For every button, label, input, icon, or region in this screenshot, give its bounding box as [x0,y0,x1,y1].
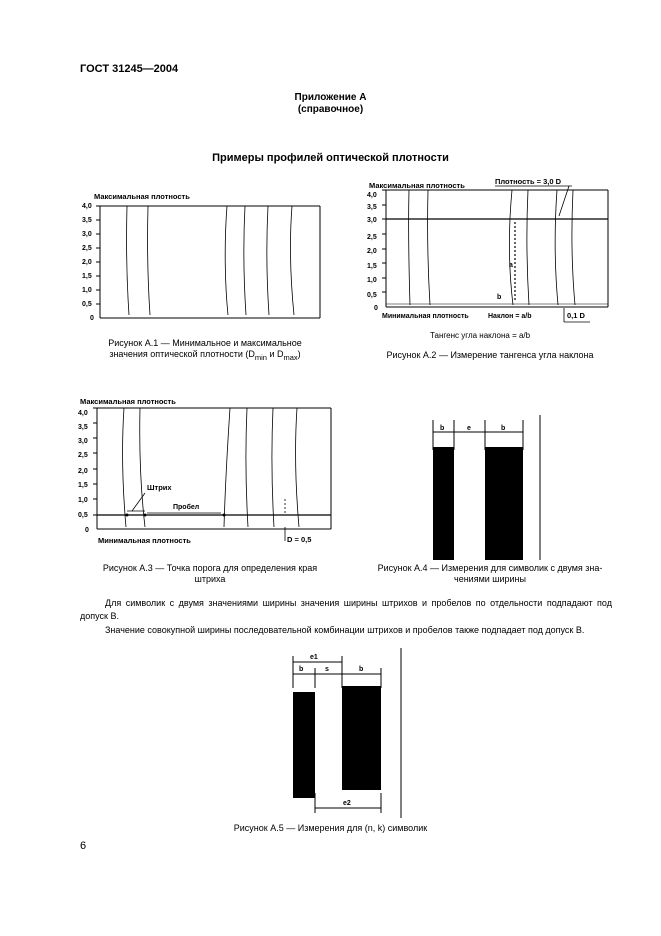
label-b1: b [299,666,304,673]
caption-sub-min: min [254,352,267,362]
appendix-subtitle: (справочное) [297,104,364,115]
tick-4-0: 4,0 [78,410,88,417]
density-profile [127,206,294,315]
y-tick-labels [82,203,94,322]
figure-a2-caption: Рисунок А.2 — Измерение тангенса угла наклона [386,350,594,360]
caption-line-2: штриха [194,574,226,584]
figure-a5 [285,648,405,818]
caption-line-2 [80,349,330,363]
label-s: s [325,666,329,673]
appendix-heading [0,92,661,116]
section-title: Примеры профилей оптической плотности [212,152,449,164]
narrow-bar [293,692,315,798]
tick-0-5: 0,5 [367,292,377,299]
caption-prefix: значения оптической плотности (D [109,349,255,359]
tick-2-5: 2,5 [78,452,88,459]
tick-4-0: 4,0 [82,203,92,210]
caption-line-2: чениями ширины [454,574,526,584]
tick-2-5: 2,5 [367,234,377,241]
tick-1-5: 1,5 [82,273,92,280]
tick-2-5: 2,5 [82,245,92,252]
wide-bar [342,686,381,790]
bar-space-annotation [127,493,285,541]
caption-line-1: Рисунок А.3 — Точка порога для определения края [102,563,318,573]
label-e1: e1 [310,654,318,661]
tick-3-5: 3,5 [78,424,88,431]
figure-a2 [360,172,620,327]
caption-line-1: Рисунок А.1 — Минимальное и максимальное [108,338,302,348]
min-density-label: Минимальная плотность [382,313,469,320]
slope-label: Наклон = a/b [488,313,532,320]
caption-and: и D [266,349,284,359]
page-number: 6 [80,840,87,852]
y-tick-labels [367,192,378,312]
tick-1-0: 1,0 [367,277,377,284]
label-b2: b [359,666,364,673]
y-tick-labels [78,410,89,534]
document-header: ГОСТ 31245—2004 [80,63,179,75]
plot-frame [96,206,320,318]
label-e: e [467,425,471,432]
d-label: D = 0,5 [287,535,312,544]
figure-a3 [75,393,340,553]
min-density-label: Минимальная плотность [98,536,191,545]
edge-point [144,514,147,517]
label-b1: b [440,425,445,432]
tick-3-5: 3,5 [82,217,92,224]
figure-a1 [80,185,330,330]
wide-bar [485,447,523,560]
tick-1-5: 1,5 [367,263,377,270]
tick-0: 0 [85,527,89,534]
label-b: b [497,294,502,301]
paragraph-2: Значение совокупной ширины последовательной комбинации штрихов и пробелов также подпадает под допуск В. [105,625,585,635]
figure-a4-caption [360,563,620,585]
tick-3-0: 3,0 [78,438,88,445]
tick-0-5: 0,5 [78,512,88,519]
tick-0: 0 [374,305,378,312]
edge-point [223,514,226,517]
ylabel: Максимальная плотность [80,397,176,406]
tick-2-0: 2,0 [82,259,92,266]
point-one-d-label: 0,1 D [567,311,585,320]
density-label: Плотность = 3,0 D [495,177,562,186]
tick-2-0: 2,0 [78,468,88,475]
density-annotation [495,186,572,302]
caption-line-1: Рисунок А.4 — Измерения для символик с двумя зна- [377,563,603,573]
figure-a2-note: Тангенс угла наклона = a/b [430,331,531,340]
figure-a5-caption: Рисунок А.5 — Измерения для (n, k) символик [233,823,428,833]
tick-0: 0 [90,315,94,322]
edge-point [126,514,129,517]
figure-a4 [425,410,555,560]
tick-2-0: 2,0 [367,248,377,255]
label-b2: b [501,425,506,432]
paragraph-1: Для символик с двумя значениями ширины значения ширины штрихов и пробелов по отдельности подпадают под допуск В. [80,598,612,621]
caption-sub-max: max [283,352,298,362]
tick-1-5: 1,5 [78,482,88,489]
space-label: Пробел [173,504,200,511]
figure-a3-caption [80,563,340,585]
tick-3-0: 3,0 [82,231,92,238]
appendix-title: Приложение А [294,92,367,103]
tick-3-0: 3,0 [367,217,377,224]
tick-4-0: 4,0 [367,192,377,199]
tick-3-5: 3,5 [367,204,377,211]
label-e2: e2 [343,800,351,807]
tick-1-0: 1,0 [82,287,92,294]
tick-1-0: 1,0 [78,497,88,504]
tick-0-5: 0,5 [82,301,92,308]
density-profile [409,190,575,305]
bar-label: Штрих [147,483,172,492]
ylabel: Максимальная плотность [94,192,190,201]
density-profile [123,408,299,527]
ylabel: Максимальная плотность [369,181,465,190]
label-a: a [509,262,513,269]
figure-a1-caption [80,338,330,363]
caption-suffix: ) [297,349,301,359]
narrow-bar [433,447,454,560]
